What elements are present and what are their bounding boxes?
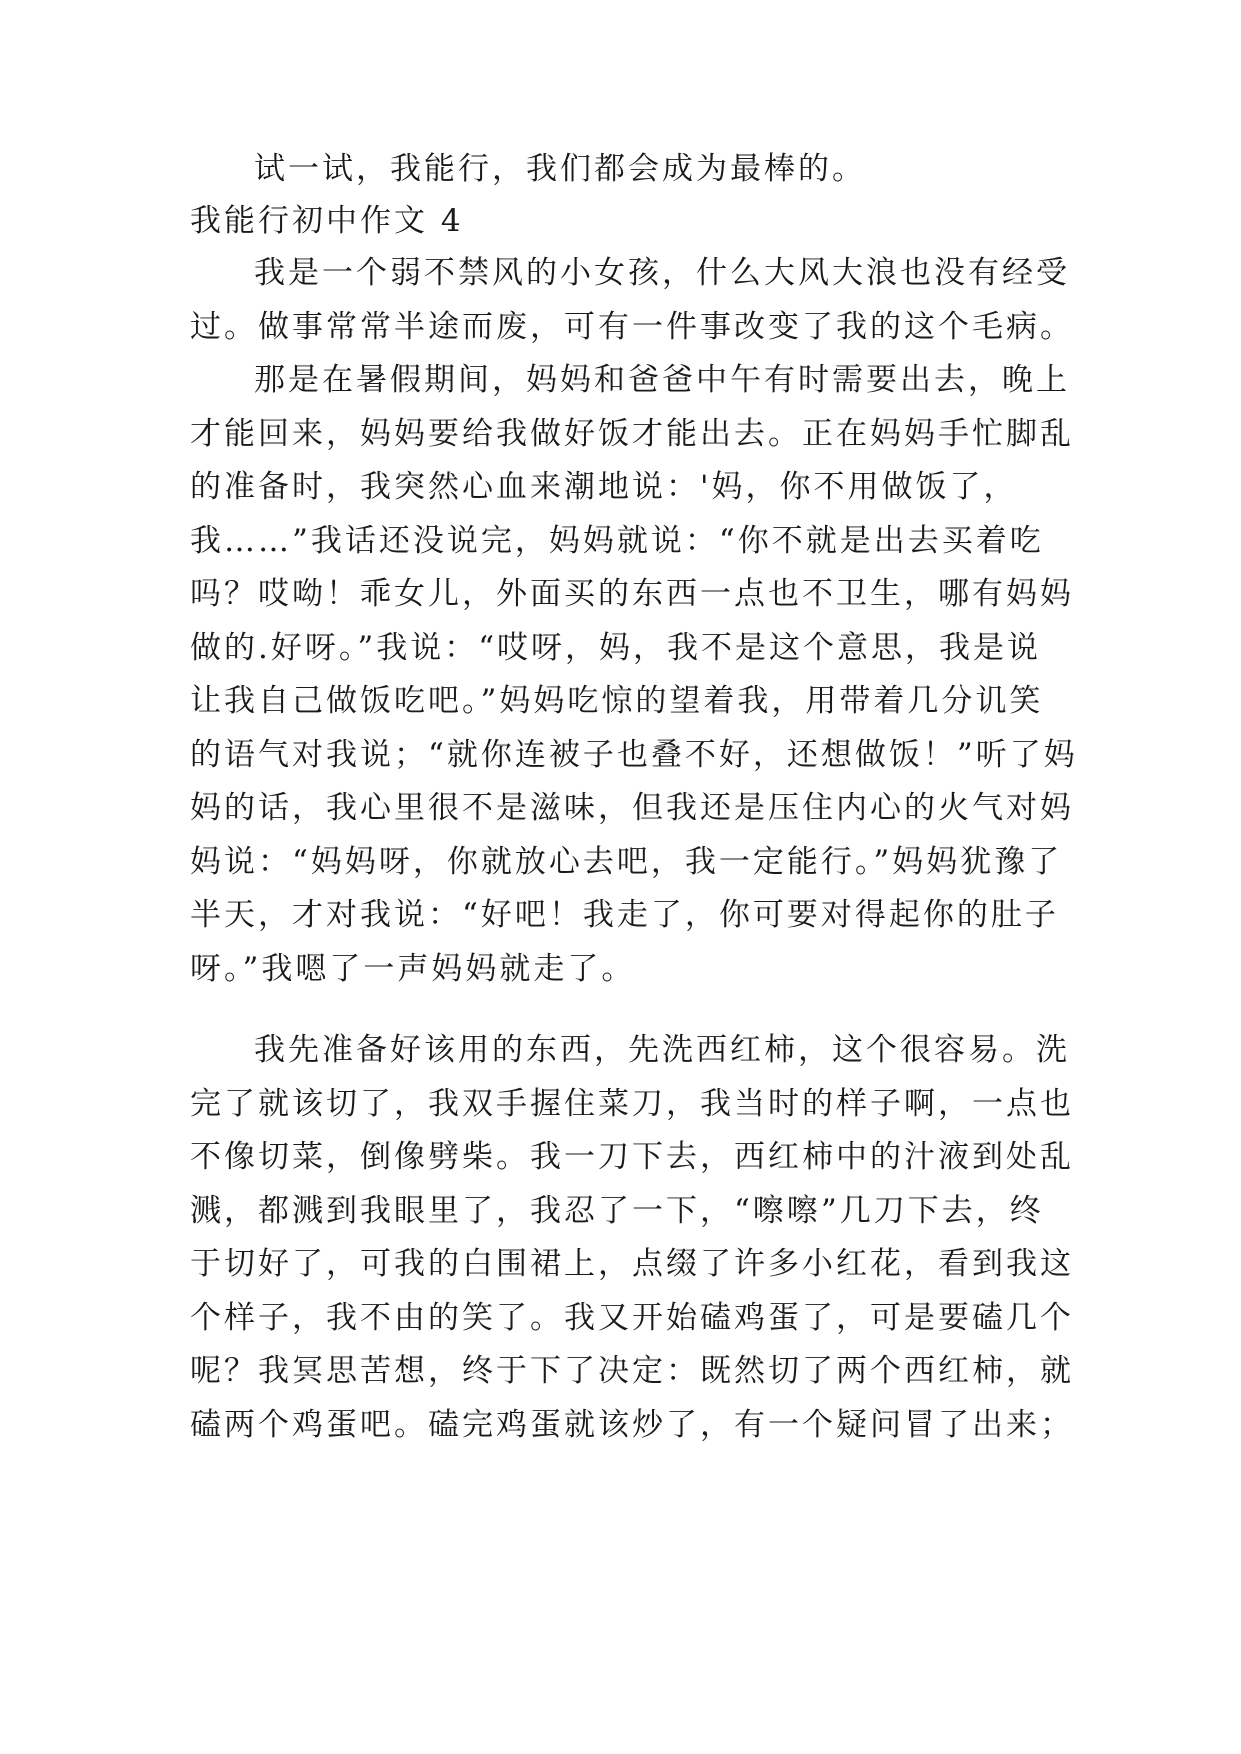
paragraph-line: 不像切菜，倒像劈柴。我一刀下去，西红柿中的汁液到处乱	[190, 1139, 1074, 1175]
paragraph-line: 的语气对我说；“就你连被子也叠不好，还想做饭！”听了妈	[190, 737, 1078, 773]
paragraph-line: 呀。”我嗯了一声妈妈就走了。	[190, 951, 636, 987]
paragraph-line: 过。做事常常半途而废，可有一件事改变了我的这个毛病。	[190, 309, 1074, 345]
paragraph-line: 溅，都溅到我眼里了，我忍了一下，“嚓嚓”几刀下去，终	[190, 1193, 1044, 1229]
paragraph-line: 我先准备好该用的东西，先洗西红柿，这个很容易。洗	[254, 1032, 1070, 1068]
paragraph-line: 的准备时，我突然心血来潮地说：'妈，你不用做饭了，	[190, 469, 1018, 505]
paragraph-line: 完了就该切了，我双手握住菜刀，我当时的样子啊，一点也	[190, 1086, 1074, 1122]
paragraph-line: 半天，才对我说：“好吧！我走了，你可要对得起你的肚子	[190, 897, 1059, 933]
paragraph-line: 让我自己做饭吃吧。”妈妈吃惊的望着我，用带着几分讥笑	[190, 683, 1044, 719]
paragraph-line: 磕两个鸡蛋吧。磕完鸡蛋就该炒了，有一个疑问冒了出来；	[190, 1407, 1074, 1443]
paragraph-line: 妈的话，我心里很不是滋味，但我还是压住内心的火气对妈	[190, 790, 1074, 826]
paragraph-line: 于切好了，可我的白围裙上，点缀了许多小红花，看到我这	[190, 1246, 1074, 1282]
paragraph-line: 才能回来，妈妈要给我做好饭才能出去。正在妈妈手忙脚乱	[190, 416, 1074, 452]
paragraph-line: 做的.好呀。”我说：“哎呀，妈，我不是这个意思，我是说	[190, 630, 1042, 666]
paragraph-line: 吗？哎呦！乖女儿，外面买的东西一点也不卫生，哪有妈妈	[190, 576, 1074, 612]
paragraph-line: 我……”我话还没说完，妈妈就说：“你不就是出去买着吃	[190, 523, 1044, 559]
section-heading: 我能行初中作文 4	[190, 203, 464, 239]
paragraph-line: 个样子，我不由的笑了。我又开始磕鸡蛋了，可是要磕几个	[190, 1300, 1074, 1336]
paragraph-line: 呢？我冥思苦想，终于下了决定：既然切了两个西红柿，就	[190, 1353, 1074, 1389]
paragraph-line: 那是在暑假期间，妈妈和爸爸中午有时需要出去，晚上	[254, 362, 1070, 398]
paragraph-line: 妈说：“妈妈呀，你就放心去吧，我一定能行。”妈妈犹豫了	[190, 844, 1063, 880]
paragraph-line: 我是一个弱不禁风的小女孩，什么大风大浪也没有经受	[254, 255, 1070, 291]
paragraph-line: 试一试，我能行，我们都会成为最棒的。	[254, 151, 866, 187]
